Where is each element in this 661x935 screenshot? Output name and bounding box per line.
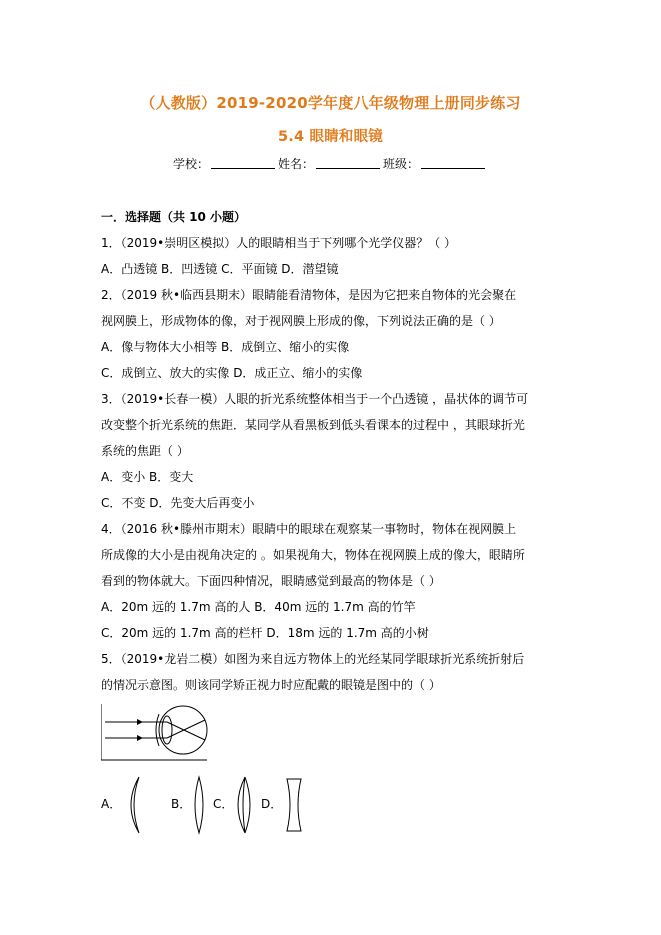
question-3-stem-line-1: 3．（2019•长春一模）人眼的折光系统整体相当于一个凸透镜 ，晶状体的调节可	[101, 392, 529, 406]
document-title: （人教版）2019-2020学年度八年级物理上册同步练习	[140, 94, 521, 112]
choice-a-label: A．	[101, 797, 122, 811]
school-blank	[211, 158, 275, 169]
question-4-stem-line-3: 看到的物体就大。下面四种情况，眼睛感觉到最高的物体是（ ）	[101, 574, 441, 588]
question-4-stem-line-1: 4．（2016 秋•滕州市期末）眼睛中的眼球在观察某一事物时，物体在视网膜上	[101, 522, 517, 536]
biconvex-lens-icon	[189, 775, 209, 835]
question-2-stem-line-2: 视网膜上，形成物体的像，对于视网膜上形成的像，下列说法正确的是（ ）	[101, 314, 501, 328]
question-5-choices	[101, 775, 361, 835]
question-5-stem-line-2: 的情况示意图。则该同学矫正视力时应配戴的眼镜是图中的（ ）	[101, 678, 441, 692]
convex-meniscus-lens-icon	[231, 775, 255, 835]
document-subtitle: 5.4 眼睛和眼镜	[277, 129, 384, 145]
school-label: 学校：	[172, 157, 209, 171]
name-blank	[316, 158, 380, 169]
choice-d-label: D．	[261, 797, 283, 811]
question-2-stem-line-1: 2．（2019 秋•临西县期末）眼睛能看清物体，是因为它把来自物体的光会聚在	[101, 288, 517, 302]
choice-b-label: B．	[171, 797, 192, 811]
question-4-stem-line-2: 所成像的大小是由视角决定的 。如果视角大，物体在视网膜上成的像大，眼睛所	[101, 548, 525, 562]
name-label: 姓名：	[277, 157, 314, 171]
concave-meniscus-lens-icon	[121, 775, 145, 835]
question-1-stem: 1．（2019•崇明区模拟）人的眼睛相当于下列哪个光学仪器？（ ）	[101, 236, 457, 250]
question-2-options-row-1: A．像与物体大小相等 B．成倒立、缩小的实像	[101, 340, 350, 354]
class-label: 班级：	[383, 157, 420, 171]
class-blank	[421, 158, 485, 169]
question-3-options-row-2: C．不变 D．先变大后再变小	[101, 496, 255, 510]
question-3-stem-line-2: 改变整个折光系统的焦距．某同学从看黑板到低头看课本的过程中 ，其眼球折光	[101, 418, 525, 432]
section-heading: 一．选择题（共 10 小题）	[101, 210, 247, 224]
question-4-options-row-2: C．20m 远的 1.7m 高的栏杆 D．18m 远的 1.7m 高的小树	[101, 626, 429, 640]
eye-diagram	[101, 700, 211, 762]
question-2-options-row-2: C．成倒立、放大的实像 D．成正立、缩小的实像	[101, 366, 363, 380]
question-4-options-row-1: A．20m 远的 1.7m 高的人 B．40m 远的 1.7m 高的竹竿	[101, 600, 416, 614]
question-3-options-row-1: A．变小 B．变大	[101, 470, 194, 484]
question-5-stem-line-1: 5．（2019•龙岩二模）如图为来自远方物体上的光经某同学眼球折光系统折射后	[101, 652, 525, 666]
question-1-options: A．凸透镜 B．凹透镜 C．平面镜 D．潜望镜	[101, 262, 339, 276]
student-info-line	[0, 155, 661, 172]
question-3-stem-line-3: 系统的焦距（ ）	[101, 444, 189, 458]
concave-lens-icon	[283, 775, 305, 835]
choice-c-label: C．	[213, 797, 234, 811]
